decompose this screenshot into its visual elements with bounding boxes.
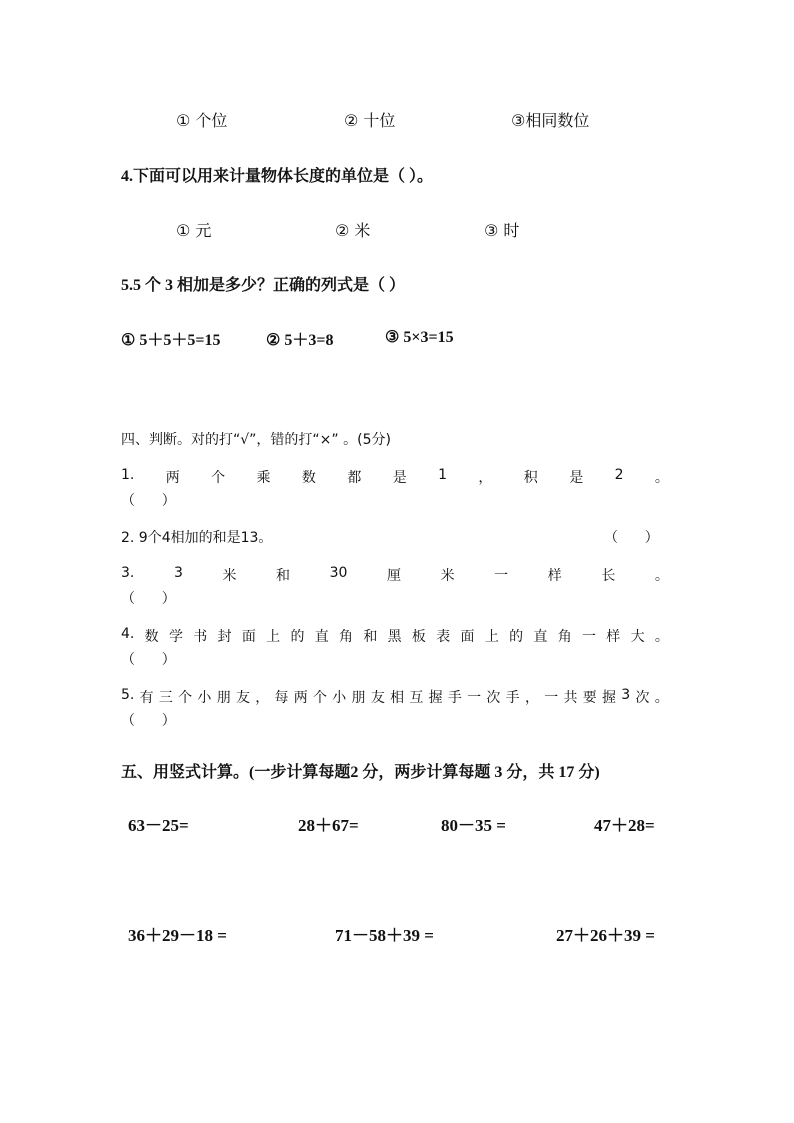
calc-2: 28＋67= bbox=[298, 816, 359, 835]
q3-option-1: ① 个位 bbox=[176, 111, 228, 130]
calc-6: 71－58＋39 = bbox=[335, 926, 434, 945]
judge-char: 的 bbox=[290, 629, 305, 645]
judge-char: 共 bbox=[563, 690, 578, 706]
judge-char: 握 bbox=[428, 690, 443, 706]
q4-option-2: ② 米 bbox=[335, 221, 371, 240]
judge-char: 乘 bbox=[256, 470, 271, 486]
judge-char: 3 bbox=[173, 565, 183, 581]
judge-char: 次 bbox=[635, 690, 650, 706]
judge-char: 一 bbox=[494, 568, 509, 584]
judge-char: 数 bbox=[144, 629, 159, 645]
q5-stem: 5.5 个 3 相加是多少？正确的列式是（ ） bbox=[121, 277, 406, 294]
judge-char: 个 bbox=[211, 470, 226, 486]
judge-char: 大 bbox=[630, 629, 645, 645]
judge-char: 面 bbox=[241, 629, 256, 645]
judge-char: ， bbox=[255, 690, 270, 706]
judge-char: 米 bbox=[222, 568, 237, 584]
q4-option-3: ③ 时 bbox=[484, 221, 520, 240]
judge-char: 面 bbox=[460, 629, 475, 645]
judge-char: 封 bbox=[217, 629, 232, 645]
judge-char: 互 bbox=[409, 690, 424, 706]
q5-option-1: ① 5＋5＋5=15 bbox=[121, 332, 221, 349]
judge-item-5 bbox=[121, 687, 669, 707]
judge-char: 黑 bbox=[387, 629, 402, 645]
calc-1: 63－25= bbox=[128, 816, 189, 835]
calc-3: 80－35 = bbox=[441, 816, 506, 835]
judge-char: 手 bbox=[447, 690, 462, 706]
judge-item-4-paren[interactable]: （ ） bbox=[121, 652, 176, 668]
judge-char: 板 bbox=[411, 629, 426, 645]
judge-char: 30 bbox=[329, 565, 348, 581]
judge-item-2: 2. 9个4相加的和是13。 bbox=[121, 530, 273, 546]
judge-char: 。 bbox=[654, 568, 669, 584]
judge-char: 角 bbox=[339, 629, 354, 645]
judge-char: 积 bbox=[523, 470, 538, 486]
judge-char: 都 bbox=[347, 470, 362, 486]
judge-char: 1. bbox=[121, 467, 135, 483]
q4-stem: 4.下面可以用来计量物体长度的单位是（ ）。 bbox=[121, 168, 434, 185]
judge-char: 有 bbox=[139, 690, 154, 706]
judge-item-1-paren[interactable]: （ ） bbox=[121, 493, 176, 509]
judge-char: 直 bbox=[314, 629, 329, 645]
judge-char: 相 bbox=[390, 690, 405, 706]
judge-char: 一 bbox=[544, 690, 559, 706]
judge-char: 3. bbox=[121, 565, 135, 581]
judge-char: 上 bbox=[266, 629, 281, 645]
judge-item-2-paren[interactable]: （ ） bbox=[604, 530, 659, 546]
judge-char: 上 bbox=[484, 629, 499, 645]
judge-char: 是 bbox=[569, 470, 584, 486]
judge-char: 和 bbox=[276, 568, 291, 584]
judge-char: 个 bbox=[178, 690, 193, 706]
judge-char: 两 bbox=[165, 470, 180, 486]
q4-option-1: ① 元 bbox=[176, 221, 212, 240]
judge-char: 一 bbox=[467, 690, 482, 706]
judge-char: 直 bbox=[533, 629, 548, 645]
judge-char: ， bbox=[478, 470, 493, 486]
judge-char: 2 bbox=[614, 467, 624, 483]
judge-char: 表 bbox=[436, 629, 451, 645]
judge-item-1 bbox=[121, 467, 669, 487]
judge-char: 友 bbox=[235, 690, 250, 706]
section4-title: 四、判断。对的打“√”，错的打“×” 。(5分) bbox=[121, 432, 391, 448]
judge-char: 4. bbox=[121, 626, 135, 642]
judge-char: 书 bbox=[193, 629, 208, 645]
judge-char: 长 bbox=[601, 568, 616, 584]
calc-7: 27＋26＋39 = bbox=[556, 926, 655, 945]
judge-char: 友 bbox=[370, 690, 385, 706]
judge-char: 小 bbox=[197, 690, 212, 706]
judge-char: 厘 bbox=[387, 568, 401, 584]
judge-item-3-paren[interactable]: （ ） bbox=[121, 591, 176, 607]
judge-char: 。 bbox=[654, 629, 669, 645]
judge-char: 朋 bbox=[216, 690, 231, 706]
judge-item-5-paren[interactable]: （ ） bbox=[121, 713, 176, 729]
judge-char: 和 bbox=[363, 629, 378, 645]
calc-4: 47＋28= bbox=[594, 816, 655, 835]
judge-char: ， bbox=[524, 690, 539, 706]
judge-char: 次 bbox=[486, 690, 501, 706]
judge-char: 1 bbox=[438, 467, 448, 483]
judge-char: 三 bbox=[158, 690, 173, 706]
judge-char: 握 bbox=[602, 690, 616, 706]
judge-char: 个 bbox=[313, 690, 328, 706]
judge-char: 每 bbox=[274, 690, 289, 706]
judge-char: 样 bbox=[547, 568, 562, 584]
judge-char: 一 bbox=[582, 629, 596, 645]
judge-char: 学 bbox=[168, 629, 183, 645]
judge-char: 朋 bbox=[351, 690, 366, 706]
q5-option-2: ② 5＋3=8 bbox=[266, 332, 334, 349]
judge-char: 。 bbox=[654, 690, 669, 706]
calc-5: 36＋29－18 = bbox=[128, 926, 227, 945]
judge-char: 数 bbox=[301, 470, 316, 486]
judge-char: 的 bbox=[509, 629, 524, 645]
judge-char: 5. bbox=[121, 687, 135, 703]
judge-char: 。 bbox=[654, 470, 669, 486]
judge-char: 小 bbox=[332, 690, 347, 706]
judge-char: 是 bbox=[392, 470, 407, 486]
section5-title: 五、用竖式计算。(一步计算每题2 分，两步计算每题 3 分，共 17 分) bbox=[121, 764, 600, 781]
judge-char: 手 bbox=[505, 690, 520, 706]
q5-option-3: ③ 5×3=15 bbox=[385, 329, 454, 346]
judge-item-4 bbox=[121, 626, 669, 646]
q3-option-3: ③相同数位 bbox=[511, 111, 590, 130]
judge-char: 3 bbox=[621, 687, 631, 703]
judge-char: 米 bbox=[440, 568, 455, 584]
judge-char: 要 bbox=[582, 690, 597, 706]
judge-char: 两 bbox=[293, 690, 308, 706]
judge-char: 角 bbox=[557, 629, 572, 645]
q3-option-2: ② 十位 bbox=[344, 111, 396, 130]
judge-char: 样 bbox=[606, 629, 621, 645]
judge-item-3 bbox=[121, 565, 669, 585]
